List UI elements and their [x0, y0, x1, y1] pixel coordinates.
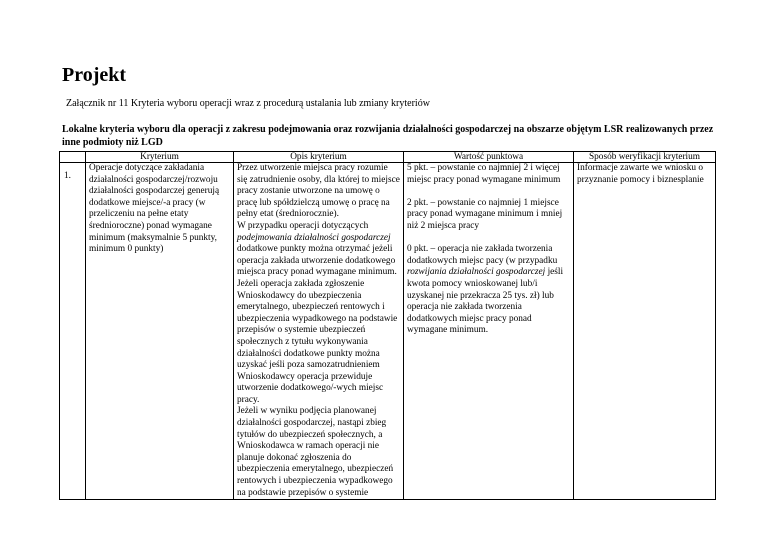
points-option-0 — [407, 244, 570, 337]
section-heading: Lokalne kryteria wyboru dla operacji z zakresu podejmowania oraz rozwijania działalności gospodarczej na obszarze objętym LSR realizowanych przez inne podmioty niż LGD — [62, 124, 714, 148]
page-title: Projekt — [62, 64, 127, 86]
row-number: 1. — [60, 163, 86, 500]
header-points: Wartość punktowa — [404, 152, 574, 163]
spacer — [407, 233, 570, 245]
description-text: W przypadku operacji dotyczących — [237, 220, 369, 231]
description-italic: podejmowania działalności gospodarczej — [237, 232, 391, 243]
spacer — [407, 186, 570, 198]
verification-cell: Informacje zawarte we wniosku o przyznanie pomocy i biznesplanie — [574, 163, 716, 500]
header-description: Opis kryterium — [234, 152, 404, 163]
points-option-2: 2 pkt. – powstanie co najmniej 1 miejsce pracy ponad wymagane minimum i mniej niż 2 miejsca pracy — [407, 197, 563, 231]
table-row — [60, 163, 716, 500]
description-text: dodatkowe punkty można otrzymać jeżeli operacja zakłada utworzenie dodatkowego miejsca pracy ponad wymagane minimum. Jeżeli operacja zakłada zgłoszenie Wnioskodawcy do ubezpieczenia emerytalnego, ubezpieczeń rentowych i ubezpieczenia wypadkowego na podstawie przepisów o systemie ubezpieczeń społecznych z tytułu wykonywania działalności dodatkowe punkty można uzyskać jeśli poza samozatrudnieniem Wnioskodawcy operacja przewiduje utworzenie dodatkowego/-wych miejsc pracy. — [237, 244, 398, 405]
description-cell — [234, 163, 404, 500]
table-header-row — [60, 152, 716, 163]
points-text: 0 pkt. – operacja nie zakłada tworzenia dodatkowych miejsc pacy (w przypadku — [407, 244, 558, 266]
header-number — [60, 152, 86, 163]
points-italic: rozwijania działalności gospodarczej — [407, 267, 546, 278]
header-verification: Sposób weryfikacji kryterium — [574, 152, 716, 163]
points-text: jeśli kwota pomocy wnioskowanej lub/i uzyskanej nie przekracza 25 tys. zł) lub operacja nie zakłada tworzenia dodatkowych miejsc pracy ponad wymagane minimum. — [407, 267, 564, 336]
points-cell — [404, 163, 574, 500]
criterion-cell: Operacje dotyczące zakładania działalności gospodarczej/rozwoju działalności gospodarczej generują dodatkowe miejsce/-a pracy (w przeliczeniu na pełne etaty średnioroczne) ponad wymagane minimum (maksymalnie 5 punkty, minimum 0 punkty) — [86, 163, 234, 500]
points-option-5: 5 pkt. – powstanie co najmniej 2 i więcej miejsc pracy ponad wymagane minimum — [407, 163, 561, 185]
description-paragraph-1: Przez utworzenie miejsca pracy rozumie się zatrudnienie osoby, dla której to miejsce pracy zostanie utworzone na umowę o pracę lub spółdzielczą umowę o pracę na pełny etat (średniorocznie). — [237, 163, 400, 220]
description-paragraph-3: Jeżeli w wyniku podjęcia planowanej działalności gospodarczej, nastąpi zbieg tytułów do ubezpieczeń społecznych, a Wnioskodawca w ramach operacji nie planuje dokonać zgłoszenia do ubezpieczenia emerytalnego, ubezpieczeń rentowych i ubezpieczenia wypadkowego na podstawie przepisów o systemie — [237, 406, 394, 498]
header-criterion: Kryterium — [86, 152, 234, 163]
subtitle: Załącznik nr 11 Kryteria wyboru operacji wraz z procedurą ustalania lub zmiany kryteriów — [66, 98, 430, 109]
description-paragraph-2 — [237, 221, 400, 407]
criteria-table — [59, 151, 716, 500]
